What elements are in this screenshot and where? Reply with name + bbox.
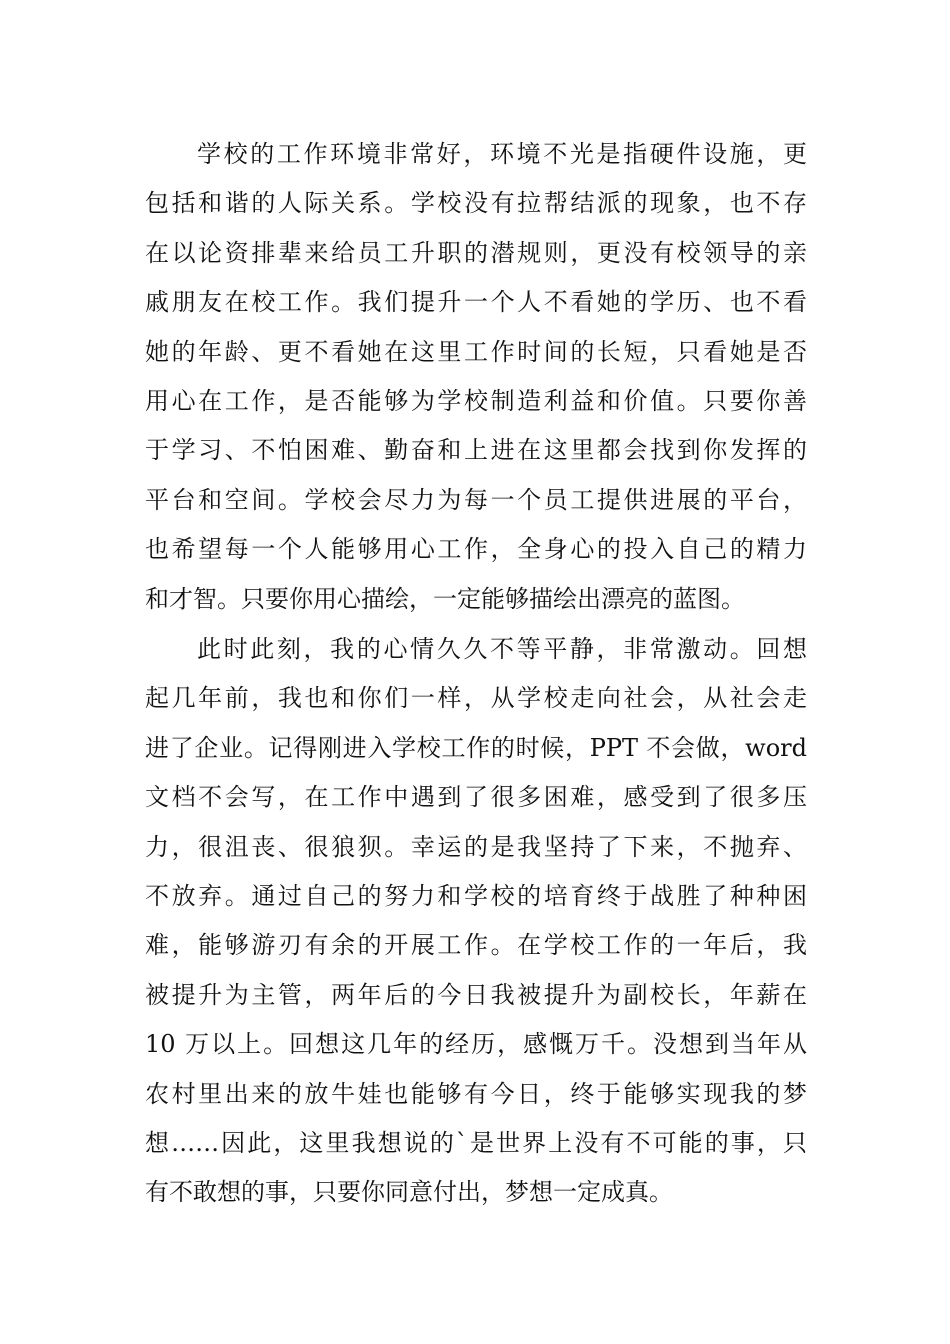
paragraph-line: 力，很沮丧、很狼狈。幸运的是我坚持了下来，不抛弃、 bbox=[145, 832, 807, 861]
paragraph-line: 在以论资排辈来给员工升职的潜规则，更没有校领导的亲 bbox=[145, 238, 807, 267]
paragraph-line: 不放弃。通过自己的努力和学校的培育终于战胜了种种困 bbox=[145, 881, 807, 910]
paragraph-line: 学校的工作环境非常好，环境不光是指硬件设施，更 bbox=[197, 140, 807, 168]
paragraph-line: 进了企业。记得刚进入学校工作的时候，PPT 不会做，word bbox=[145, 733, 807, 762]
paragraph-line: 她的年龄、更不看她在这里工作时间的长短，只看她是否 bbox=[145, 337, 807, 366]
paragraph-line: 10 万以上。回想这几年的经历，感慨万千。没想到当年从 bbox=[145, 1030, 807, 1059]
paragraph-line: 文档不会写，在工作中遇到了很多困难，感受到了很多压 bbox=[145, 783, 807, 812]
paragraph-line: 也希望每一个人能够用心工作，全身心的投入自己的精力 bbox=[145, 535, 807, 564]
paragraph-1 bbox=[145, 130, 807, 624]
paragraph-line: 起几年前，我也和你们一样，从学校走向社会，从社会走 bbox=[145, 684, 807, 713]
paragraph-line: 难，能够游刃有余的开展工作。在学校工作的一年后，我 bbox=[145, 931, 807, 960]
paragraph-line: 用心在工作，是否能够为学校制造利益和价值。只要你善 bbox=[145, 386, 807, 415]
paragraph-line: 和才智。只要你用心描绘，一定能够描绘出漂亮的蓝图。 bbox=[145, 584, 745, 613]
paragraph-2 bbox=[145, 625, 807, 1218]
paragraph-line: 于学习、不怕困难、勤奋和上进在这里都会找到你发挥的 bbox=[145, 436, 807, 465]
paragraph-line: 被提升为主管，两年后的今日我被提升为副校长，年薪在 bbox=[145, 980, 807, 1009]
paragraph-line: 有不敢想的事，只要你同意付出，梦想一定成真。 bbox=[145, 1178, 673, 1207]
paragraph-line: 农村里出来的放牛娃也能够有今日，终于能够实现我的梦 bbox=[145, 1079, 807, 1108]
paragraph-line: 想……因此，这里我想说的`是世界上没有不可能的事，只 bbox=[145, 1128, 807, 1157]
paragraph-line: 包括和谐的人际关系。学校没有拉帮结派的现象，也不存 bbox=[145, 189, 807, 218]
paragraph-line: 平台和空间。学校会尽力为每一个员工提供进展的平台， bbox=[145, 485, 807, 514]
paragraph-line: 此时此刻，我的心情久久不等平静，非常激动。回想 bbox=[197, 635, 807, 663]
paragraph-line: 戚朋友在校工作。我们提升一个人不看她的学历、也不看 bbox=[145, 288, 807, 317]
